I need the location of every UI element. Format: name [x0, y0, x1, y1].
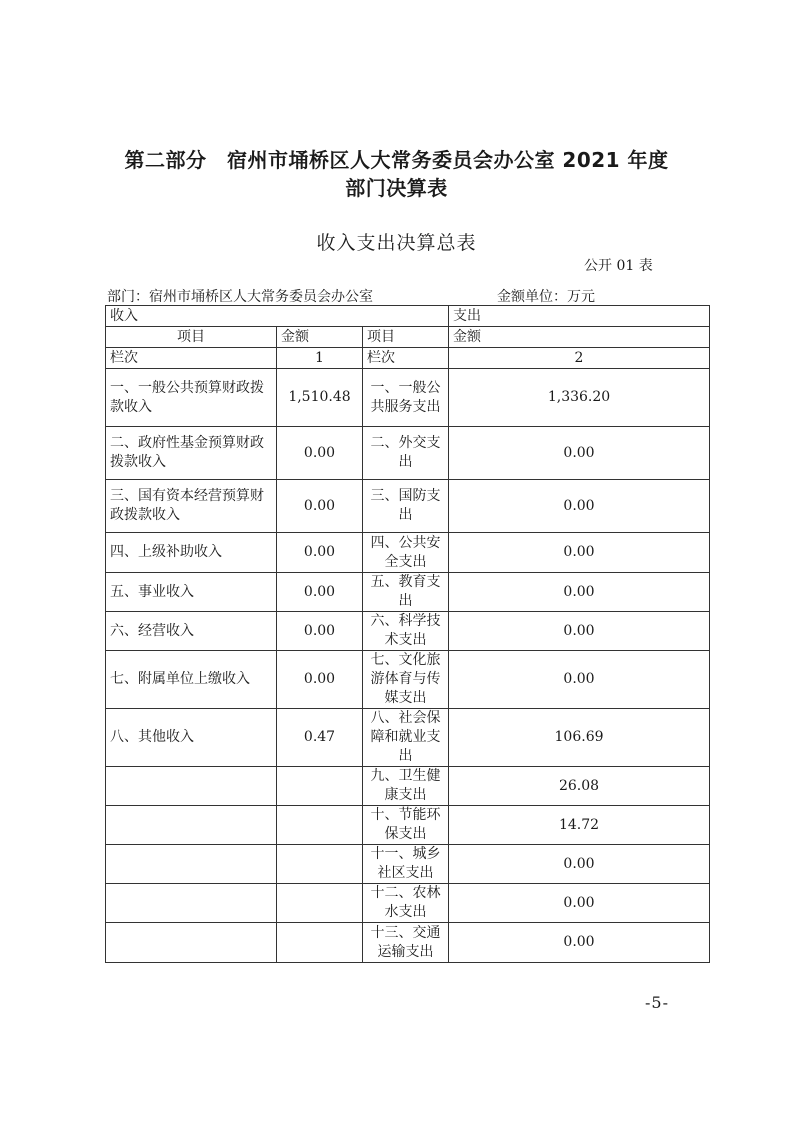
- income-item-cell: [106, 806, 277, 845]
- table-row: [106, 573, 710, 612]
- table-row: [106, 369, 710, 427]
- income-header: 收入: [106, 306, 449, 327]
- expense-amount-cell: 1,336.20: [449, 369, 710, 427]
- income-column-label: 栏次: [106, 348, 277, 369]
- income-item-cell: [106, 845, 277, 884]
- expense-item-cell: 九、卫生健康支出: [363, 767, 449, 806]
- income-item-cell: 八、其他收入: [106, 709, 277, 767]
- expense-header: 支出: [449, 306, 710, 327]
- expense-item-header: 项目: [363, 327, 449, 348]
- expense-item-cell: 五、教育支出: [363, 573, 449, 612]
- income-amount-cell: 0.00: [277, 573, 363, 612]
- expense-amount-cell: 106.69: [449, 709, 710, 767]
- table-row: [106, 651, 710, 709]
- income-item-cell: 二、政府性基金预算财政拨款收入: [106, 427, 277, 480]
- form-number: 公开 01 表: [584, 258, 653, 274]
- table-row: [106, 767, 710, 806]
- expense-amount-cell: 26.08: [449, 767, 710, 806]
- expense-item-cell: 十三、交通运输支出: [363, 923, 449, 963]
- income-item-cell: 一、一般公共预算财政拨款收入: [106, 369, 277, 427]
- expense-item-cell: 三、国防支出: [363, 480, 449, 533]
- expense-item-cell: 十一、城乡社区支出: [363, 845, 449, 884]
- income-amount-cell: 0.00: [277, 480, 363, 533]
- expense-item-cell: 四、公共安全支出: [363, 533, 449, 573]
- expense-item-cell: 一、一般公共服务支出: [363, 369, 449, 427]
- expense-column-label: 栏次: [363, 348, 449, 369]
- income-amount-cell: 1,510.48: [277, 369, 363, 427]
- expense-amount-cell: 0.00: [449, 427, 710, 480]
- page-number: -5-: [645, 993, 669, 1012]
- header-row-sections: [106, 306, 710, 327]
- department-label: 部门：宿州市埇桥区人大常务委员会办公室: [107, 289, 373, 305]
- expense-amount-header: 金额: [449, 327, 710, 348]
- income-expense-table: [105, 305, 710, 963]
- expense-amount-cell: 14.72: [449, 806, 710, 845]
- expense-amount-cell: 0.00: [449, 651, 710, 709]
- income-item-cell: 三、国有资本经营预算财政拨款收入: [106, 480, 277, 533]
- table-row: [106, 480, 710, 533]
- income-item-cell: [106, 884, 277, 923]
- income-amount-cell: 0.00: [277, 651, 363, 709]
- unit-label: 金额单位：万元: [497, 289, 595, 305]
- expense-item-cell: 七、文化旅游体育与传媒支出: [363, 651, 449, 709]
- table-row: [106, 709, 710, 767]
- expense-amount-cell: 0.00: [449, 845, 710, 884]
- expense-amount-cell: 0.00: [449, 533, 710, 573]
- table-row: [106, 806, 710, 845]
- expense-item-cell: 六、科学技术支出: [363, 612, 449, 651]
- expense-amount-cell: 0.00: [449, 612, 710, 651]
- income-amount-cell: [277, 923, 363, 963]
- income-amount-cell: 0.00: [277, 427, 363, 480]
- income-amount-cell: [277, 806, 363, 845]
- expense-amount-cell: 0.00: [449, 923, 710, 963]
- expense-item-cell: 八、社会保障和就业支出: [363, 709, 449, 767]
- header-row-columns: [106, 327, 710, 348]
- income-amount-cell: 0.00: [277, 533, 363, 573]
- income-item-cell: 五、事业收入: [106, 573, 277, 612]
- table-title: 收入支出决算总表: [316, 232, 477, 254]
- table-row: [106, 845, 710, 884]
- income-item-cell: 六、经营收入: [106, 612, 277, 651]
- expense-item-cell: 十、节能环保支出: [363, 806, 449, 845]
- table-row: [106, 427, 710, 480]
- income-amount-cell: [277, 767, 363, 806]
- income-column-number: 1: [277, 348, 363, 369]
- expense-amount-cell: 0.00: [449, 480, 710, 533]
- table-row: [106, 923, 710, 963]
- column-index-row: [106, 348, 710, 369]
- table-row: [106, 533, 710, 573]
- expense-column-number: 2: [449, 348, 710, 369]
- expense-item-cell: 二、外交支出: [363, 427, 449, 480]
- income-item-header: 项目: [106, 327, 277, 348]
- expense-amount-cell: 0.00: [449, 884, 710, 923]
- income-amount-header: 金额: [277, 327, 363, 348]
- income-item-cell: [106, 923, 277, 963]
- income-item-cell: 四、上级补助收入: [106, 533, 277, 573]
- income-item-cell: 七、附属单位上缴收入: [106, 651, 277, 709]
- income-item-cell: [106, 767, 277, 806]
- document-title-line2: 部门决算表: [345, 176, 448, 200]
- income-amount-cell: 0.47: [277, 709, 363, 767]
- expense-amount-cell: 0.00: [449, 573, 710, 612]
- table-row: [106, 612, 710, 651]
- income-amount-cell: [277, 845, 363, 884]
- table-row: [106, 884, 710, 923]
- document-title: 第二部分 宿州市埇桥区人大常务委员会办公室 2021 年度: [124, 148, 669, 172]
- expense-item-cell: 十二、农林水支出: [363, 884, 449, 923]
- income-amount-cell: [277, 884, 363, 923]
- income-amount-cell: 0.00: [277, 612, 363, 651]
